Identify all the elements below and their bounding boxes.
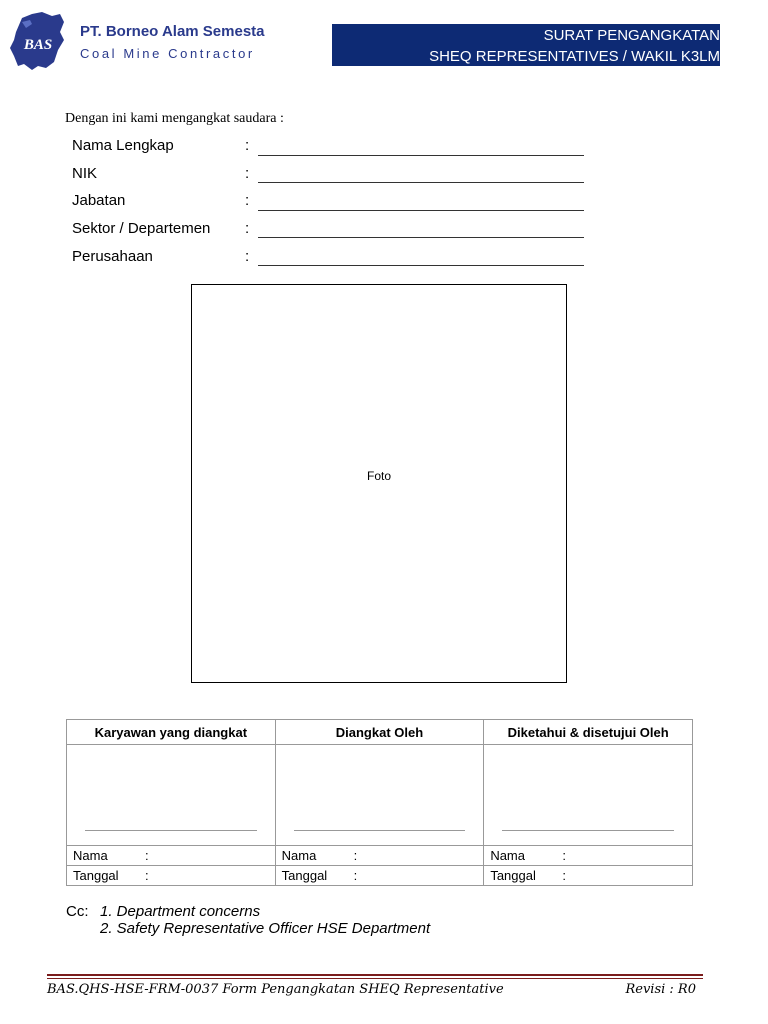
- document-title-box: [332, 24, 720, 66]
- company-logo: [8, 10, 68, 72]
- field-label-jabatan: Jabatan: [72, 192, 126, 209]
- column-header-diketahui: Diketahui & disetujui Oleh: [484, 720, 693, 745]
- colon: :: [145, 848, 149, 863]
- photo-label: Foto: [366, 469, 391, 483]
- cc-item: 1. Department concerns: [100, 903, 261, 920]
- footer-revision: Revisi : R0: [625, 982, 696, 997]
- field-label-nik: NIK: [72, 165, 98, 182]
- signature-line: [502, 830, 674, 831]
- name-field[interactable]: [484, 846, 693, 866]
- colon: :: [353, 848, 358, 863]
- field-colon: :: [245, 248, 250, 265]
- footer-form-code: BAS.QHS-HSE-FRM-0037 Form Pengangkatan SHEQ Representative: [47, 982, 504, 997]
- date-label: Tanggal: [490, 868, 536, 883]
- colon: :: [145, 868, 149, 883]
- signature-line: [85, 830, 257, 831]
- field-label-perusahaan: Perusahaan: [72, 248, 153, 265]
- field-label-sektor-departemen: Sektor / Departemen: [72, 220, 211, 237]
- date-label: Tanggal: [281, 868, 328, 883]
- field-input-perusahaan[interactable]: [258, 265, 584, 266]
- document-title-line2: SHEQ REPRESENTATIVES / WAKIL K3LM: [429, 48, 720, 65]
- company-name: PT. Borneo Alam Semesta: [80, 23, 265, 40]
- column-header-karyawan: Karyawan yang diangkat: [67, 720, 276, 745]
- document-title-line1: SURAT PENGANGKATAN: [543, 27, 720, 44]
- date-label: Tanggal: [73, 868, 119, 883]
- cc-item: 2. Safety Representative Officer HSE Department: [100, 920, 431, 937]
- name-label: Nama: [73, 848, 108, 863]
- name-field[interactable]: [67, 846, 276, 866]
- signature-area[interactable]: [67, 745, 276, 846]
- column-header-diangkat-oleh: Diangkat Oleh: [275, 720, 484, 745]
- footer-divider: [47, 978, 703, 979]
- field-colon: :: [245, 137, 250, 154]
- field-colon: :: [245, 220, 250, 237]
- date-field[interactable]: [484, 866, 693, 886]
- cc-label: Cc:: [66, 903, 89, 920]
- signature-area[interactable]: [275, 745, 484, 846]
- date-field[interactable]: [67, 866, 276, 886]
- field-input-jabatan[interactable]: [258, 210, 584, 211]
- name-field[interactable]: [275, 846, 484, 866]
- name-label: Nama: [281, 848, 317, 863]
- company-tagline: Coal Mine Contractor: [80, 46, 255, 61]
- photo-box[interactable]: [191, 284, 567, 683]
- field-input-nik[interactable]: [258, 182, 584, 183]
- signature-table: [66, 719, 693, 886]
- field-colon: :: [245, 165, 250, 182]
- colon: :: [562, 848, 566, 863]
- name-label: Nama: [490, 848, 525, 863]
- colon: :: [353, 868, 358, 883]
- footer-divider: [47, 974, 703, 976]
- signature-area[interactable]: [484, 745, 693, 846]
- field-input-sektor-departemen[interactable]: [258, 237, 584, 238]
- intro-text: Dengan ini kami mengangkat saudara :: [65, 111, 284, 126]
- logo-text: BAS: [23, 37, 53, 53]
- date-field[interactable]: [275, 866, 484, 886]
- colon: :: [562, 868, 566, 883]
- field-input-nama-lengkap[interactable]: [258, 155, 584, 156]
- field-label-nama-lengkap: Nama Lengkap: [72, 137, 174, 154]
- field-colon: :: [245, 192, 250, 209]
- signature-line: [294, 830, 466, 831]
